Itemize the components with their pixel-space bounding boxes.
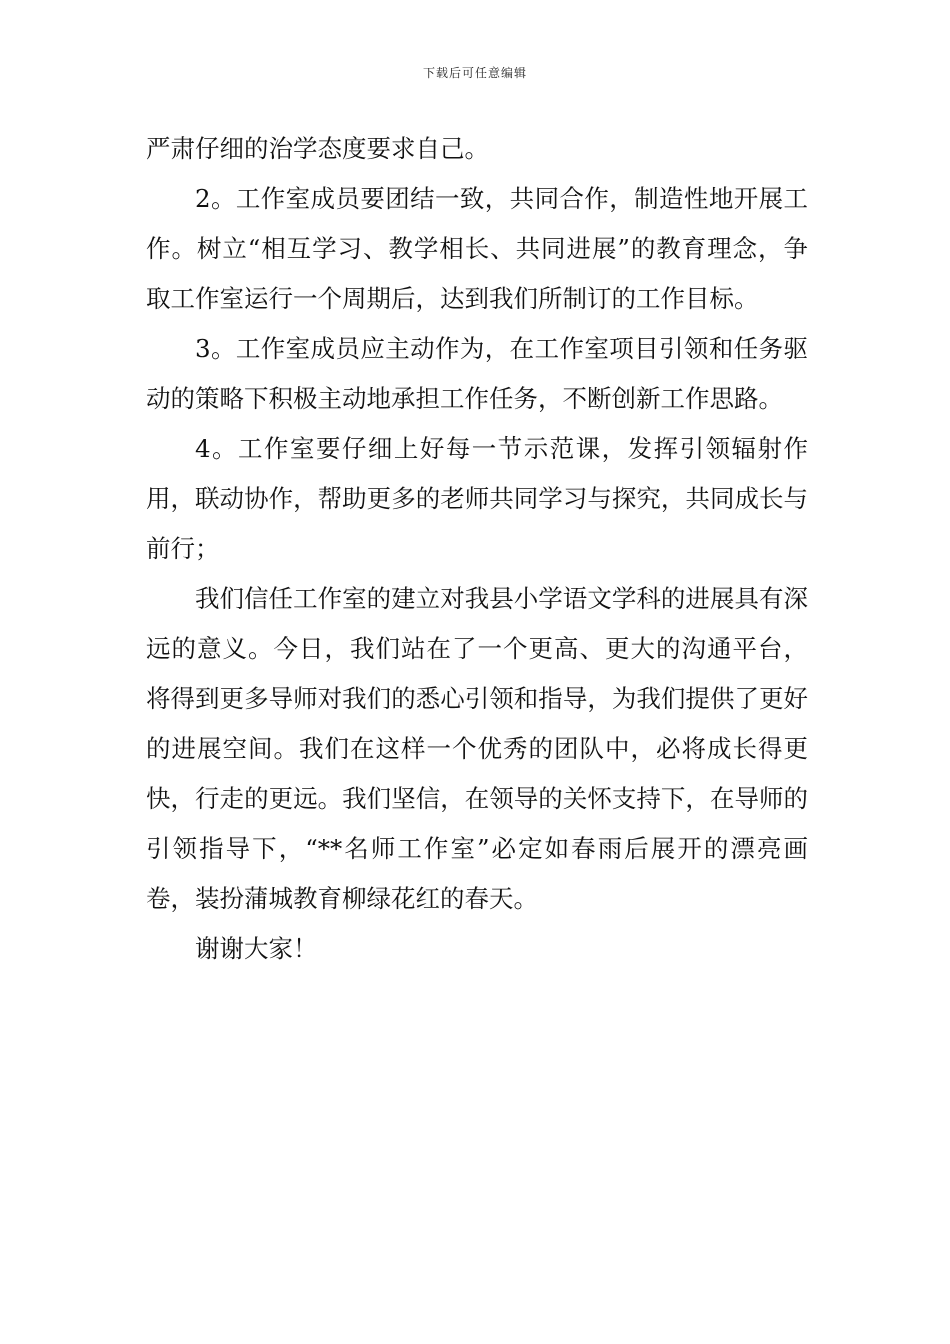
document-body [146,124,808,974]
paragraph-item-4: 4。工作室要仔细上好每一节示范课，发挥引领辐射作用，联动协作，帮助更多的老师共同学习与探究，共同成长与前行； [146,434,808,563]
paragraph-item-2: 2。工作室成员要团结一致，共同合作，制造性地开展工作。树立“相互学习、教学相长、共同进展”的教育理念，争取工作室运行一个周期后，达到我们所制订的工作目标。 [146,184,808,313]
paragraph-item-3: 3。工作室成员应主动作为，在工作室项目引领和任务驱动的策略下积极主动地承担工作任务，不断创新工作思路。 [146,334,808,413]
paragraph-continuation: 严肃仔细的治学态度要求自己。 [146,134,489,163]
paragraph-thanks: 谢谢大家！ [195,934,318,963]
paragraph-closing-statement: 我们信任工作室的建立对我县小学语文学科的进展具有深远的意义。今日，我们站在了一个更高、更大的沟通平台， 将得到更多导师对我们的悉心引领和指导，为我们提供了更好的进展空间。我们在这样一个优秀的团队中，必将成长得更快，行走的更远。我们坚信，在领导的关怀支持下，在导师的引领指导下，“**名师工作室”必定如春雨后展开的漂亮画卷，装扮蒲城教育柳绿花红的春天。 [146,584,808,913]
header-note: 下载后可任意编辑 [422,66,527,80]
